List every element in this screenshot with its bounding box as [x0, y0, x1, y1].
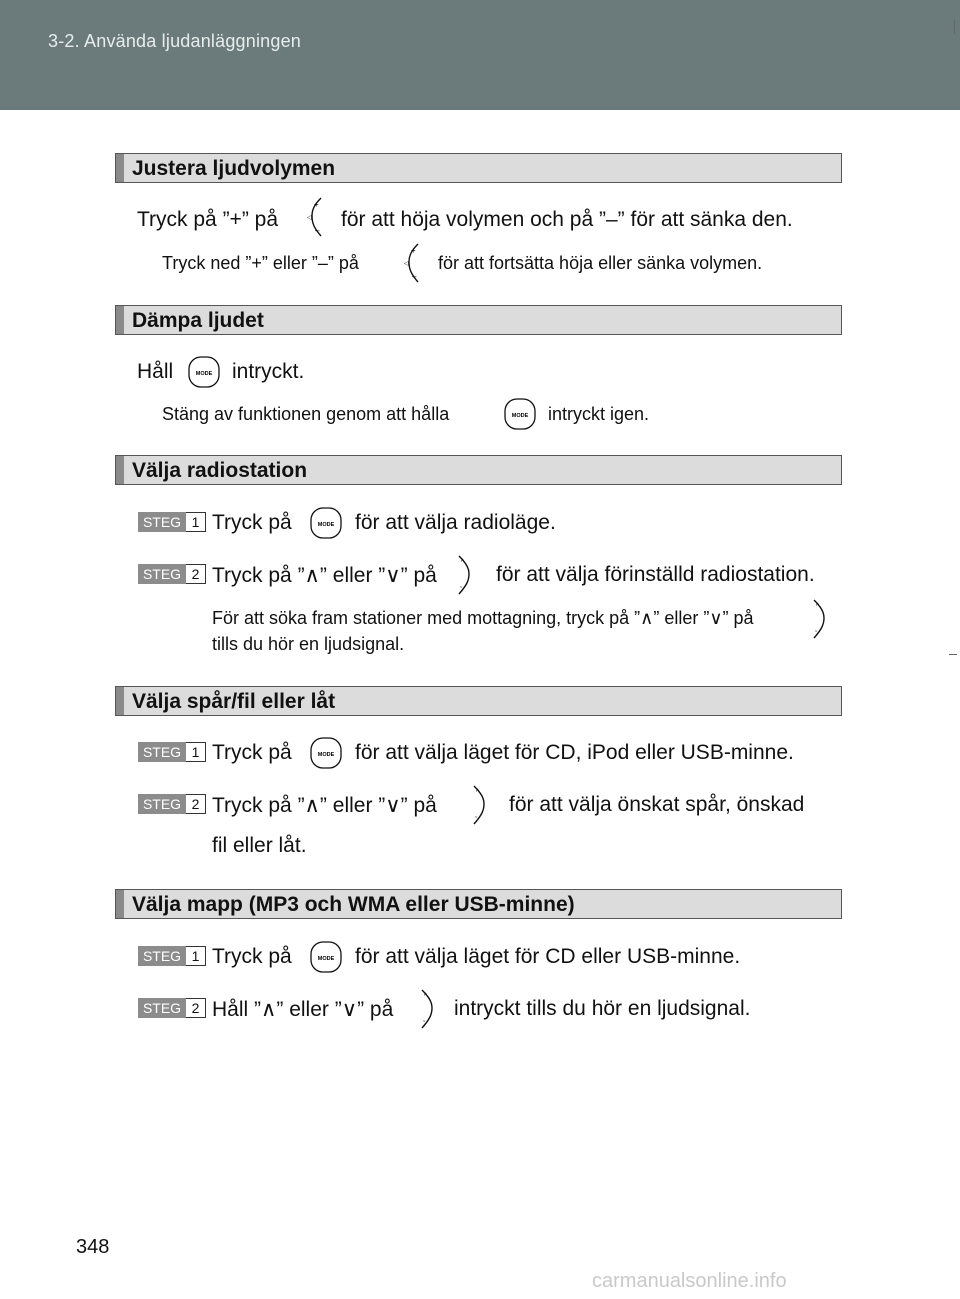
note-line: Tryck ned ”+” eller ”–” på	[162, 253, 359, 273]
mode-button-icon	[310, 941, 342, 973]
step-text: Tryck på	[212, 945, 292, 968]
section-heading-volume: Justera ljudvolymen	[115, 153, 842, 183]
text-line: Tryck på ”+” på	[137, 208, 279, 231]
mode-button-icon	[504, 398, 536, 430]
note-line: för att fortsätta höja eller sänka volymen.	[438, 253, 763, 273]
note-line: tills du hör en ljudsignal.	[212, 634, 405, 654]
text-line: för att höja volymen och på ”–” för att sänka den.	[341, 208, 793, 231]
seek-rocker-icon	[470, 784, 492, 828]
mode-button-icon	[310, 507, 342, 539]
volume-rocker-icon	[305, 196, 329, 240]
step-text: för att välja radioläge.	[355, 511, 556, 534]
step-text: för att välja läget för CD eller USB-minne.	[355, 945, 741, 968]
page-number: 348	[76, 1236, 110, 1258]
step-text: Tryck på ”∧” eller ”∨” på	[212, 794, 437, 817]
seek-rocker-icon	[810, 598, 832, 642]
mode-button-icon	[188, 356, 220, 388]
crop-mark	[949, 654, 957, 655]
page-header	[0, 0, 960, 110]
step-badge: STEG 2	[138, 998, 206, 1018]
note-line: intryckt igen.	[548, 404, 650, 424]
step-badge: STEG 1	[138, 946, 206, 966]
mode-button-icon	[310, 737, 342, 769]
step-text: Håll ”∧” eller ”∨” på	[212, 998, 394, 1021]
chapter-title: 3-2. Använda ljudanläggningen	[48, 31, 302, 51]
step-text: intryckt tills du hör en ljudsignal.	[454, 997, 751, 1020]
step-text: för att välja förinställd radiostation.	[496, 563, 815, 586]
text-line: intryckt.	[232, 360, 305, 383]
seek-rocker-icon	[418, 988, 440, 1032]
step-badge: STEG 2	[138, 794, 206, 814]
step-text: Tryck på	[212, 511, 292, 534]
step-text: Tryck på ”∧” eller ”∨” på	[212, 564, 437, 587]
step-text: för att välja läget för CD, iPod eller USB-minne.	[355, 741, 794, 764]
section-heading-track: Välja spår/fil eller låt	[115, 686, 842, 716]
step-text: för att välja önskat spår, önskad	[509, 793, 805, 816]
text-line: Håll	[137, 360, 174, 383]
section-heading-mute: Dämpa ljudet	[115, 305, 842, 335]
step-text: Tryck på	[212, 741, 292, 764]
step-text: fil eller låt.	[212, 834, 307, 857]
seek-rocker-icon	[455, 554, 477, 598]
step-badge: STEG 1	[138, 742, 206, 762]
volume-rocker-icon	[402, 242, 426, 286]
section-heading-radio: Välja radiostation	[115, 455, 842, 485]
section-heading-folder: Välja mapp (MP3 och WMA eller USB-minne)	[115, 889, 842, 919]
crop-mark	[954, 20, 955, 34]
note-line: För att söka fram stationer med mottagning, tryck på ”∧” eller ”∨” på	[212, 608, 754, 628]
step-badge: STEG 2	[138, 564, 206, 584]
watermark: carmanualsonline.info	[592, 1270, 787, 1292]
step-badge: STEG 1	[138, 512, 206, 532]
note-line: Stäng av funktionen genom att hålla	[162, 404, 450, 424]
